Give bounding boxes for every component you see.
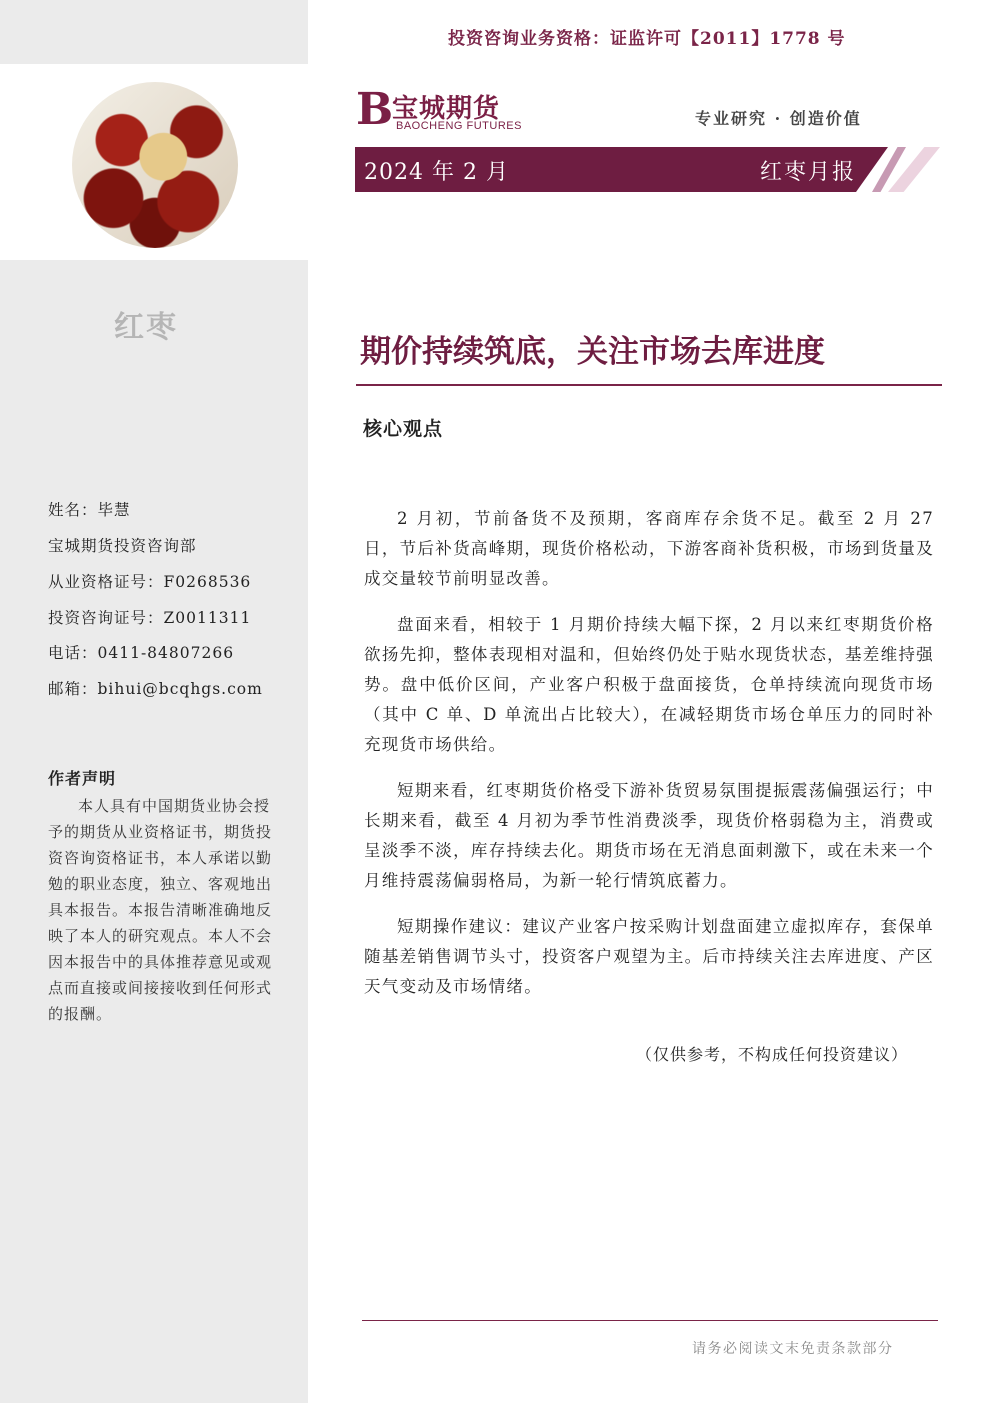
report-date: 2024 年 2 月 — [364, 160, 509, 185]
author-license: 从业资格证号：F0268536 — [48, 573, 252, 591]
footer-note: 请务必阅读文末免责条款部分 — [692, 1341, 894, 1357]
reference-note: （仅供参考，不构成任何投资建议） — [636, 1045, 909, 1064]
red-dates-photo — [72, 82, 238, 248]
declaration-body: 本人具有中国期货业协会授予的期货从业资格证书，期货投资咨询资格证书，本人承诺以勤勉的职业态度，独立、客观地出具本报告。本报告清晰准确地反映了本人的研究观点。本人不会因本报告中的具体推荐意见或观点而直接或间接接收到任何形式的报酬。 — [48, 797, 273, 1023]
logo-cn: 宝城期货 — [392, 94, 501, 124]
paragraph: 2 月初，节前备货不及预期，客商库存余货不足。截至 2 月 27 日，节后补货高峰期，现货价格松动，下游客商补货积极，市场到货量及成交量较节前明显改善。 — [364, 509, 934, 588]
paragraph: 盘面来看，相较于 1 月期价持续大幅下探，2 月以来红枣期货价格欲扬先抑，整体表现相对温和，但始终仍处于贴水现货状态，基差维持强势。盘中低价区间，产业客户积极于盘面接货，仓单持续流向现货市场（其中 C 单、D 单流出占比较大），在减轻期货市场仓单压力的同时补充现货市场供给。 — [364, 615, 934, 754]
paragraph: 短期来看，红枣期货价格受下游补货贸易氛围提振震荡偏强运行；中长期来看，截至 4 月初为季节性消费淡季，现货价格弱稳为主，消费或呈淡季不淡，库存持续去化。期货市场在无消息面刺激下，或在未来一个月维持震荡偏弱格局，为新一轮行情筑底蓄力。 — [364, 781, 934, 890]
author-name: 姓名：毕慧 — [48, 501, 131, 519]
section-title: 核心观点 — [363, 418, 444, 440]
core-view-body — [364, 504, 934, 1018]
title-divider — [356, 384, 942, 386]
author-phone: 电话：0411-84807266 — [48, 644, 235, 662]
author-consulting-license: 投资咨询证号：Z0011311 — [48, 609, 252, 627]
footer-divider — [362, 1320, 938, 1321]
logo-en: BAOCHENG FUTURES — [396, 120, 522, 132]
author-email: 邮箱：bihui@bcqhgs.com — [48, 680, 263, 698]
author-department: 宝城期货投资咨询部 — [48, 537, 197, 555]
qualification-line: 投资咨询业务资格：证监许可【2011】1778 号 — [448, 29, 846, 49]
report-type: 红枣月报 — [760, 160, 857, 185]
slogan: 专业研究 · 创造价值 — [695, 109, 862, 128]
logo-mark: B — [356, 84, 394, 135]
declaration-title: 作者声明 — [48, 769, 117, 788]
product-label: 红枣 — [114, 310, 178, 345]
paragraph: 短期操作建议：建议产业客户按采购计划盘面建立虚拟库存，套保单随基差销售调节头寸，投资客户观望为主。后市持续关注去库进度、产区天气变动及市场情绪。 — [364, 917, 934, 996]
company-logo — [356, 84, 526, 136]
page-title: 期价持续筑底，关注市场去库进度 — [360, 334, 825, 370]
